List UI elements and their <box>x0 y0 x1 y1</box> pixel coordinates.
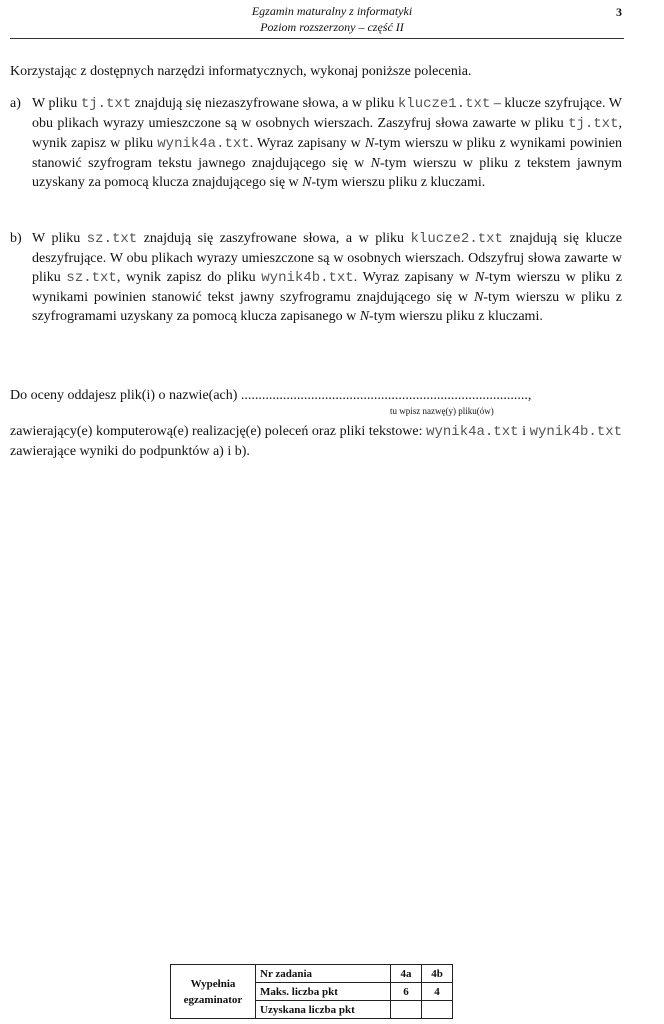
task-b-label: b) <box>10 231 22 246</box>
task-b-text: W pliku <box>32 231 87 246</box>
table-row <box>171 965 453 983</box>
task-b-text: . Wyraz zapisany w <box>353 270 476 285</box>
filename: klucze2.txt <box>410 231 503 247</box>
task-a-text: , wynik zapisz w pliku <box>32 116 622 151</box>
header-rule <box>10 38 624 39</box>
task-b-text: znajdują się zaszyfrowane słowa, a w pliku <box>137 231 411 246</box>
submission-text: zawierające wyniki do podpunktów a) i b). <box>10 444 250 459</box>
row-label: Nr zadania <box>256 965 391 983</box>
submission-paragraph <box>10 422 622 462</box>
header-title: Egzamin maturalny z informatyki <box>251 4 413 18</box>
variable-n: N <box>473 290 484 305</box>
filename-hint: tu wpisz nazwę(y) pliku(ów) <box>390 406 494 416</box>
task-a-text: . Wyraz zapisany w <box>249 136 365 151</box>
cell: 6 <box>391 983 422 1001</box>
intro-paragraph: Korzystając z dostępnych narzędzi informatycznych, wykonaj poniższe polecenia. <box>10 64 472 79</box>
variable-n: N <box>364 136 375 151</box>
filename-blank[interactable]: .................................................................................., <box>240 388 532 403</box>
submission-line <box>10 386 622 405</box>
task-b-text: -tym wierszu pliku z kluczami. <box>369 309 543 324</box>
row-label: Uzyskana liczba pkt <box>256 1001 391 1019</box>
score-input-4b[interactable] <box>422 1001 453 1019</box>
task-a-text: -tym wierszu pliku z kluczami. <box>311 175 486 190</box>
score-input-4a[interactable] <box>391 1001 422 1019</box>
filename: tj.txt <box>80 96 132 112</box>
filename: tj.txt <box>568 116 619 132</box>
filename: wynik4a.txt <box>157 136 250 152</box>
filename: wynik4b.txt <box>261 270 354 286</box>
task-b-text: , wynik zapisz do pliku <box>116 270 262 285</box>
task-a-text: – klucze szyfrujące. W obu plikach wyrazy umieszczone są w osobnych wierszach. Zaszyfruj słowa zawarte w pliku <box>32 96 622 131</box>
task-a-text: -tym wierszu w pliku z tekstem jawnym uzyskany za pomocą klucza znajdującego się w <box>32 156 622 190</box>
submission-text: zawierający(e) komputerową(e) realizację(e) poleceń oraz pliki tekstowe: <box>10 424 427 439</box>
variable-n: N <box>302 175 312 190</box>
submission-lead: Do oceny oddajesz plik(i) o nazwie(ach) <box>10 388 241 403</box>
task-b <box>10 229 622 326</box>
filename: sz.txt <box>86 231 138 247</box>
task-b-text: -tym wierszu w pliku z szyfrogramami uzyskany za pomocą klucza zapisanego w <box>32 290 622 324</box>
filename: wynik4b.txt <box>529 424 622 440</box>
header-subtitle: Poziom rozszerzony – część II <box>260 20 404 34</box>
task-a-text: znajdują się niezaszyfrowane słowa, a w pliku <box>131 96 398 111</box>
task-a <box>10 94 622 192</box>
variable-n: N <box>359 309 370 324</box>
filename: klucze1.txt <box>397 96 491 112</box>
cell: 4 <box>422 983 453 1001</box>
page-header <box>0 0 664 40</box>
page-number: 3 <box>616 5 622 19</box>
variable-n: N <box>370 156 380 171</box>
task-a-label: a) <box>10 96 21 111</box>
cell: 4b <box>422 965 453 983</box>
filename: sz.txt <box>66 270 117 286</box>
task-b-text: -tym wierszu w pliku z wynikami powinien stanowić tekst jawny szyfrogramu znajdującego się w <box>32 270 623 305</box>
score-table <box>170 964 453 1019</box>
submission-text: i <box>518 424 530 439</box>
row-label: Maks. liczba pkt <box>256 983 391 1001</box>
task-a-text: W pliku <box>32 96 81 111</box>
variable-n: N <box>475 270 485 285</box>
filename: wynik4a.txt <box>426 424 519 440</box>
task-b-text: znajdują się klucze deszyfrujące. W obu plikach wyrazy umieszczone są w osobnych wierszach. Odszyfruj słowa zawarte w pliku <box>32 231 622 285</box>
cell: 4a <box>391 965 422 983</box>
examiner-label: Wypełnia egzaminator <box>171 965 256 1019</box>
task-a-text: -tym wierszu w pliku z wynikami powinien stanowić szyfrogram tekstu jawnego znajdującego się w <box>32 136 622 171</box>
